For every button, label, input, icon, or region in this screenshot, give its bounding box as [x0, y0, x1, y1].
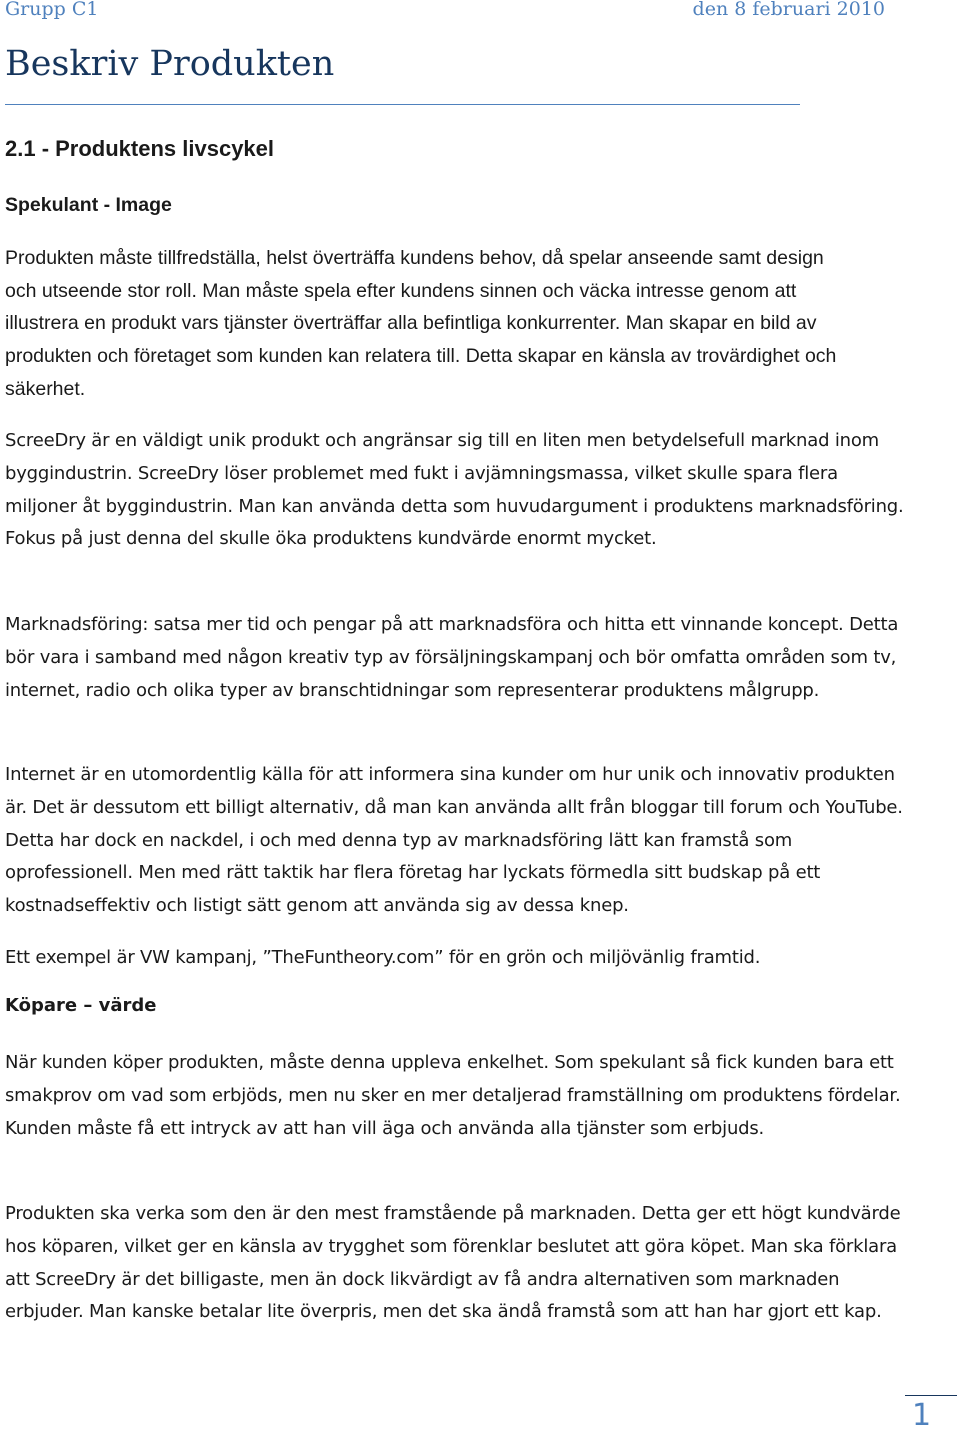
header-group-name: Grupp C1: [5, 0, 99, 20]
subheading-spekulant: Spekulant - Image: [5, 194, 172, 216]
paragraph-framstaende: Produkten ska verka som den är den mest framstående på marknaden. Detta ger ett högt kundvärde hos köparen, vilket ger en känsla av trygghet som förenklar beslutet att göra köpet. Man ska förklara att ScreeDry är det billigaste, men än dock likvärdigt av få andra alternativen som marknaden erbjuder. Man kanske betalar lite överpris, men det ska ändå framstå som att han har gjort ett kap.: [5, 1203, 901, 1323]
paragraph-internet: Internet är en utomordentlig källa för att informera sina kunder om hur unik och innovativ produkten är. Det är dessutom ett billigt alternativ, då man kan använda allt från bloggar till forum och YouTube. Detta har dock en nackdel, i och med denna typ av marknadsföring lätt kan framstå som oprofessionell. Men med rätt taktik har flera företag har lyckats förmedla sitt budskap på ett kostnadseffektiv och listigt sätt genom att använda sig av dessa knep.: [5, 764, 903, 917]
paragraph-exempel: Ett exempel är VW kampanj, ”TheFuntheory.com” för en grön och miljövänlig framtid.: [5, 947, 761, 968]
paragraph-screedry: ScreeDry är en väldigt unik produkt och angränsar sig till en liten men betydelsefull marknad inom byggindustrin. ScreeDry löser problemet med fukt i avjämningsmassa, vilket skulle spara flera miljoner åt byggindustrin. Man kan använda detta som huvudargument i produktens marknadsföring. Fokus på just denna del skulle öka produktens kundvärde enormt mycket.: [5, 430, 904, 550]
subheading-kopare: Köpare – värde: [5, 995, 157, 1016]
paragraph-image: Produkten måste tillfredställa, helst överträffa kundens behov, då spelar anseende samt design och utseende stor roll. Man måste spela efter kundens sinnen och väcka intresse genom att illustrera en produkt vars tjänster överträffar alla befintliga konkurrenter. Man skapar en bild av produkten och företaget som kunden kan relatera till. Detta skapar en känsla av trovärdighet och säkerhet.: [5, 247, 837, 400]
page-number-rule: [905, 1395, 957, 1396]
header-date: den 8 februari 2010: [692, 0, 885, 20]
title-underline: [5, 104, 800, 105]
paragraph-kopare: När kunden köper produkten, måste denna uppleva enkelhet. Som spekulant så fick kunden bara ett smakprov om vad som erbjöds, men nu sker en mer detaljerad framställning om produktens fördelar. Kunden måste få ett intryck av att han vill äga och använda alla tjänster som erbjuds.: [5, 1052, 901, 1139]
paragraph-marknadsforing: Marknadsföring: satsa mer tid och pengar på att marknadsföra och hitta ett vinnande koncept. Detta bör vara i samband med någon kreativ typ av försäljningskampanj och bör omfatta områden som tv, internet, radio och olika typer av branschtidningar som representerar produktens målgrupp.: [5, 614, 899, 701]
section-heading: 2.1 - Produktens livscykel: [5, 136, 275, 161]
page-title: Beskriv Produkten: [5, 44, 335, 84]
page-number: 1: [912, 1398, 932, 1433]
